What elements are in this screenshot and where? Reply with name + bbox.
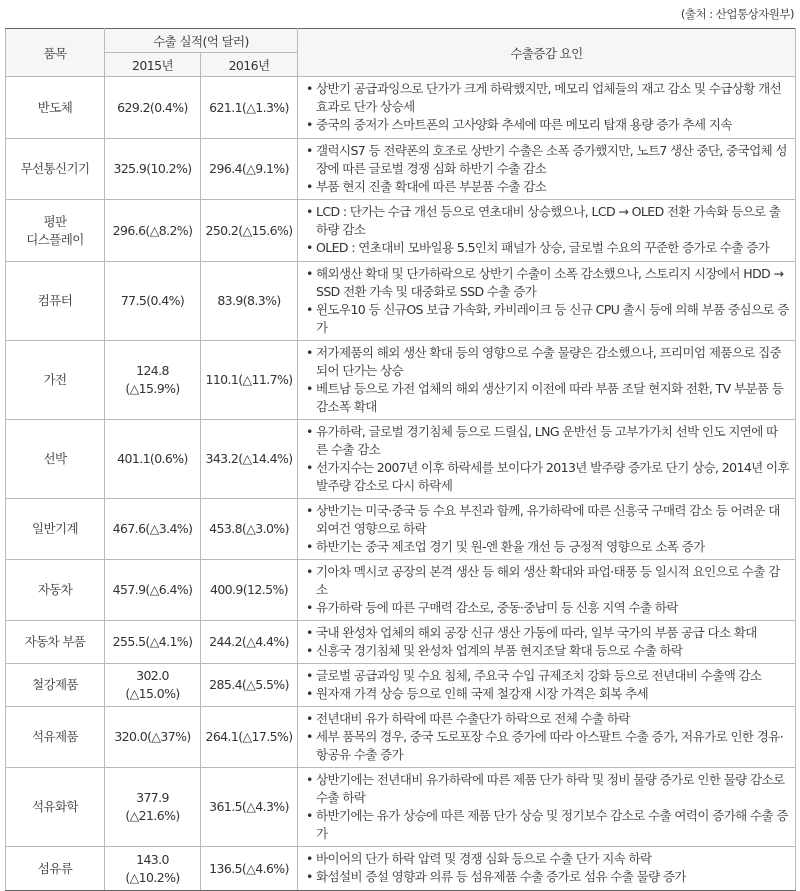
item-cell (6, 262, 105, 341)
value-2015-cell-line: 320.0(△37%) (114, 729, 191, 744)
item-cell (6, 621, 105, 664)
value-2015-cell (105, 768, 201, 847)
value-2016-cell-line: 244.2(△4.4%) (209, 634, 289, 649)
item-cell-line: 가전 (43, 372, 67, 387)
factors-list (306, 80, 789, 134)
export-table (5, 28, 796, 891)
value-2015-cell-line: 629.2(0.4%) (117, 99, 188, 115)
factor-item: • 유가하락, 글로벌 경기침체 등으로 드릴십, LNG 운반선 등 고부가가치 선박 인도 지연에 따른 수출 감소 (306, 423, 789, 459)
table-row (6, 77, 796, 139)
factors-cell (298, 139, 796, 200)
value-2016-cell (201, 664, 298, 707)
item-cell (6, 664, 105, 707)
value-2015-cell-line: 467.6(△3.4%) (112, 521, 193, 536)
value-2016-cell (201, 77, 298, 139)
value-2016-cell-line: 83.9(8.3%) (217, 293, 281, 308)
factors-cell (298, 262, 796, 341)
factor-item: • 신흥국 경기침체 및 완성차 업계의 부품 현지조달 확대 등으로 수출 하락 (306, 642, 789, 660)
factors-list (306, 710, 789, 764)
item-cell-line: 디스플레이 (26, 231, 84, 247)
value-2016-cell-line: 621.1(△1.3%) (209, 99, 289, 115)
table-row (6, 341, 796, 420)
item-cell (6, 499, 105, 560)
value-2016-cell-line: 400.9(12.5%) (209, 582, 289, 597)
factor-item: • 국내 완성차 업체의 해외 공장 신규 생산 가동에 따라, 일부 국가의 부품 공급 다소 확대 (306, 624, 789, 642)
item-cell-line: 반도체 (37, 99, 73, 115)
value-2015-cell (105, 200, 201, 262)
factor-item: • 윈도우10 등 신규OS 보급 가속화, 카비레이크 등 신규 CPU 출시 등에 의해 부품 중심으로 증가 (306, 301, 789, 337)
factors-list (306, 667, 789, 703)
item-cell (6, 420, 105, 499)
table-row (6, 768, 796, 847)
factor-item: • 갤럭시S7 등 전략폰의 호조로 상반기 수출은 소폭 증가했지만, 노트7 생산 중단, 중국업체 성장에 따른 글로벌 경쟁 심화 하반기 수출 감소 (306, 142, 789, 178)
item-cell-line: 일반기계 (32, 521, 78, 536)
value-2016-cell (201, 768, 298, 847)
value-2015-cell-line: 302.0 (136, 668, 169, 683)
value-2015-cell (105, 420, 201, 499)
item-cell-line: 컴퓨터 (37, 293, 73, 308)
factor-item: • 상반기 공급과잉으로 단가가 크게 하락했지만, 메모리 업체들의 재고 감소 및 수급상황 개선 효과로 단가 상승세 (306, 80, 789, 116)
value-2016-cell-line: 343.2(△14.4%) (205, 451, 293, 466)
value-2015-cell-line: (△21.6%) (125, 808, 180, 823)
value-2015-cell-line: 77.5(0.4%) (120, 293, 185, 308)
table-row (6, 847, 796, 891)
item-cell-line: 평판 (43, 213, 67, 229)
factors-list (306, 850, 789, 886)
factors-cell (298, 621, 796, 664)
factors-list (306, 344, 789, 416)
item-cell (6, 139, 105, 200)
value-2015-cell-line: 255.5(△4.1%) (112, 634, 193, 649)
table-row (6, 707, 796, 768)
value-2015-cell-line: (△15.0%) (125, 686, 180, 701)
header-factors: 수출증감 요인 (298, 29, 796, 77)
table-row (6, 621, 796, 664)
factors-cell (298, 200, 796, 262)
value-2015-cell (105, 77, 201, 139)
factors-cell (298, 707, 796, 768)
factor-item: • 상반기에는 전년대비 유가하락에 따른 제품 단가 하락 및 정비 물량 증가로 인한 물량 감소로 수출 하락 (306, 771, 789, 807)
item-cell-line: 섬유류 (37, 860, 73, 876)
factors-cell (298, 847, 796, 891)
value-2016-cell-line: 264.1(△17.5%) (205, 729, 293, 744)
factor-item: • 해외생산 확대 및 단가하락으로 상반기 수출이 소폭 감소했으나, 스토리지 시장에서 HDD → SSD 전환 가속 및 대중화로 SSD 수출 증가 (306, 265, 789, 301)
item-cell-line: 무선통신기기 (20, 161, 90, 176)
factors-list (306, 265, 789, 337)
factors-list (306, 423, 789, 495)
value-2016-cell-line: 136.5(△4.6%) (209, 860, 289, 876)
factor-item: • 상반기는 미국·중국 등 수요 부진과 함께, 유가하락에 따른 신흥국 구매력 감소 등 어려운 대외여건 영향으로 하락 (306, 502, 789, 538)
value-2015-cell-line: 377.9 (136, 790, 169, 805)
factor-item: • 세부 품목의 경우, 중국 도로포장 수요 증가에 따라 아스팔트 수출 증가, 저유가로 인한 경유·항공유 수출 증가 (306, 728, 789, 764)
value-2015-cell (105, 139, 201, 200)
value-2015-cell-line: (△15.9%) (125, 381, 180, 396)
value-2015-cell (105, 499, 201, 560)
value-2015-cell (105, 560, 201, 621)
factors-cell (298, 499, 796, 560)
value-2016-cell-line: 250.2(△15.6%) (205, 222, 293, 238)
value-2015-cell (105, 621, 201, 664)
factors-list (306, 502, 789, 556)
value-2016-cell-line: 453.8(△3.0%) (209, 521, 289, 536)
factor-item: • 글로벌 공급과잉 및 수요 침체, 주요국 수입 규제조치 강화 등으로 전년대비 수출액 감소 (306, 667, 789, 685)
value-2016-cell (201, 847, 298, 891)
factors-list (306, 142, 789, 196)
item-cell (6, 707, 105, 768)
item-cell (6, 77, 105, 139)
value-2015-cell-line: 124.8 (136, 363, 169, 378)
item-cell-line: 자동차 (37, 582, 73, 597)
item-cell (6, 341, 105, 420)
factor-item: • 선가지수는 2007년 이후 하락세를 보이다가 2013년 발주량 증가로 단기 상승, 2014년 이후 발주량 감소로 다시 하락세 (306, 459, 789, 495)
value-2016-cell-line: 110.1(△11.7%) (205, 372, 293, 387)
value-2016-cell (201, 262, 298, 341)
factor-item: • 중국의 중저가 스마트폰의 고사양화 추세에 따른 메모리 탑재 용량 증가 추세 지속 (306, 116, 789, 134)
item-cell (6, 200, 105, 262)
value-2015-cell-line: 325.9(10.2%) (113, 161, 192, 176)
factors-cell (298, 768, 796, 847)
table-row (6, 560, 796, 621)
table-row (6, 262, 796, 341)
value-2016-cell (201, 707, 298, 768)
value-2016-cell (201, 499, 298, 560)
header-export-results: 수출 실적(억 달러) (105, 29, 298, 53)
value-2015-cell-line: 457.9(△6.4%) (112, 582, 193, 597)
header-item: 품목 (6, 29, 105, 77)
item-cell-line: 석유화학 (32, 799, 78, 814)
value-2015-cell-line: 143.0 (136, 851, 169, 867)
value-2015-cell-line: 296.6(△8.2%) (112, 222, 193, 238)
item-cell (6, 768, 105, 847)
factor-item: • 하반기에는 유가 상승에 따른 제품 단가 상승 및 정기보수 감소로 수출 여력이 증가해 수출 증가 (306, 807, 789, 843)
factor-item: • 전년대비 유가 하락에 따른 수출단가 하락으로 전체 수출 하락 (306, 710, 789, 728)
value-2015-cell-line: 401.1(0.6%) (117, 451, 188, 466)
item-cell (6, 847, 105, 891)
factors-cell (298, 77, 796, 139)
value-2015-cell (105, 707, 201, 768)
factor-item: • 부품 현지 진출 확대에 따른 부분품 수출 감소 (306, 178, 789, 196)
value-2016-cell-line: 285.4(△5.5%) (209, 677, 289, 692)
table-row (6, 664, 796, 707)
factors-cell (298, 664, 796, 707)
header-2016: 2016년 (201, 53, 298, 77)
value-2016-cell (201, 420, 298, 499)
value-2016-cell (201, 621, 298, 664)
factor-item: • 기아차 멕시코 공장의 본격 생산 등 해외 생산 확대와 파업·태풍 등 일시적 요인으로 수출 감소 (306, 563, 789, 599)
table-row (6, 499, 796, 560)
header-2015: 2015년 (105, 53, 201, 77)
value-2015-cell-line: (△10.2%) (125, 869, 180, 885)
factor-item: • 베트남 등으로 가전 업체의 해외 생산기지 이전에 따라 부품 조달 현지화 전환, TV 부분품 등 감소폭 확대 (306, 380, 789, 416)
value-2015-cell (105, 262, 201, 341)
factor-item: • 바이어의 단가 하락 압력 및 경쟁 심화 등으로 수출 단가 지속 하락 (306, 850, 789, 868)
table-body (6, 77, 796, 891)
table-row (6, 139, 796, 200)
item-cell-line: 자동차 부품 (24, 634, 86, 649)
factor-item: • 원자재 가격 상승 등으로 인해 국제 철강재 시장 가격은 회복 추세 (306, 685, 789, 703)
factors-cell (298, 560, 796, 621)
value-2016-cell (201, 341, 298, 420)
value-2016-cell (201, 139, 298, 200)
item-cell-line: 석유제품 (32, 729, 78, 744)
factors-cell (298, 341, 796, 420)
factors-list (306, 771, 789, 843)
table-row (6, 200, 796, 262)
factor-item: • 하반기는 중국 제조업 경기 및 원-엔 환율 개선 등 긍정적 영향으로 소폭 증가 (306, 538, 789, 556)
source-note: (출처 : 산업통상자원부) (680, 7, 794, 21)
value-2016-cell-line: 296.4(△9.1%) (209, 161, 289, 176)
item-cell-line: 철강제품 (32, 677, 78, 692)
factors-list (306, 563, 789, 617)
value-2016-cell (201, 200, 298, 262)
value-2016-cell-line: 361.5(△4.3%) (209, 799, 289, 814)
factor-item: • 유가하락 등에 따른 구매력 감소로, 중동·중남미 등 신흥 지역 수출 하락 (306, 599, 789, 617)
value-2016-cell (201, 560, 298, 621)
factor-item: • LCD : 단가는 수급 개선 등으로 연초대비 상승했으나, LCD → OLED 전환 가속화 등으로 출하량 감소 (306, 203, 789, 239)
value-2015-cell (105, 847, 201, 891)
factors-cell (298, 420, 796, 499)
item-cell-line: 선박 (43, 451, 67, 466)
factor-item: • OLED : 연초대비 모바일용 5.5인치 패널가 상승, 글로벌 수요의 꾸준한 증가로 수출 증가 (306, 239, 789, 257)
factors-list (306, 624, 789, 660)
factor-item: • 저가제품의 해외 생산 확대 등의 영향으로 수출 물량은 감소했으나, 프리미엄 제품으로 집중되어 단가는 상승 (306, 344, 789, 380)
factors-list (306, 203, 789, 257)
factor-item: • 화섬설비 증설 영향과 의류 등 섬유제품 수출 증가로 섬유 수출 물량 증가 (306, 868, 789, 886)
item-cell (6, 560, 105, 621)
table-row (6, 420, 796, 499)
value-2015-cell (105, 664, 201, 707)
value-2015-cell (105, 341, 201, 420)
